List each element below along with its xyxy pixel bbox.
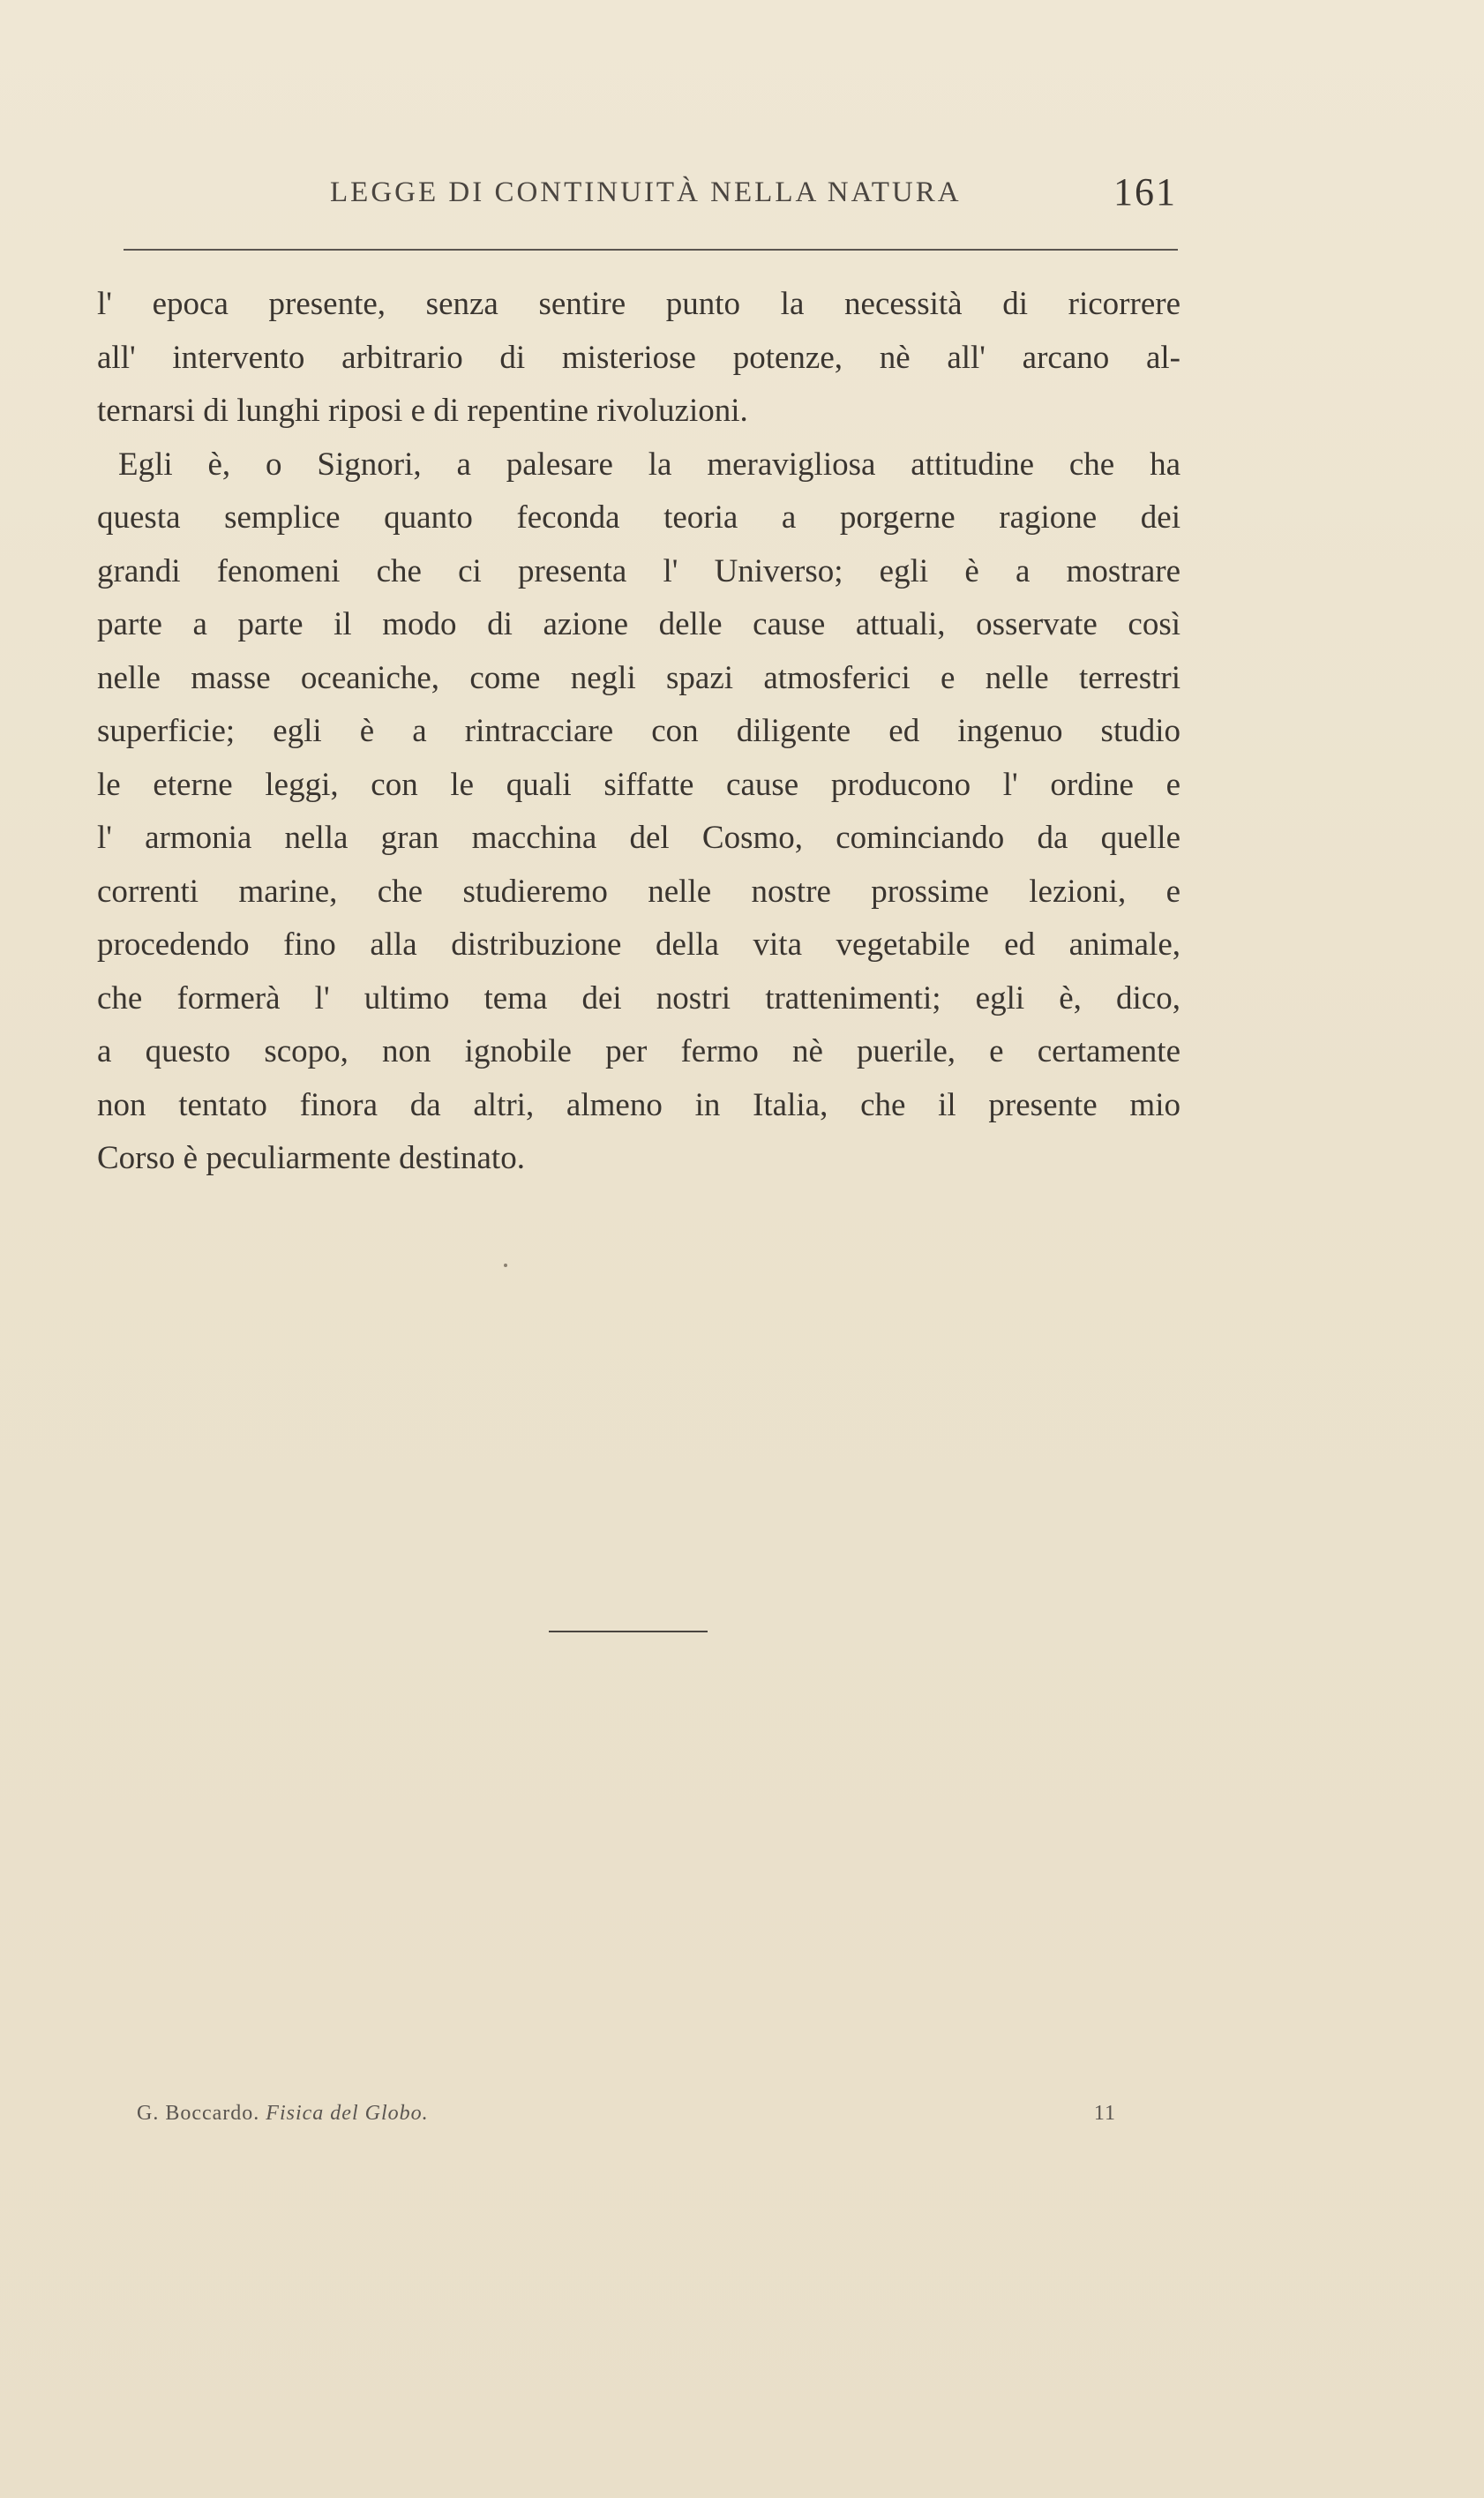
- footer-work-title: Fisica del Globo.: [266, 2102, 429, 2125]
- text-line: superficie; egli è a rintracciare con diligente ed ingenuo studio: [97, 713, 1180, 749]
- text-line: parte a parte il modo di azione delle cause attuali, osservate così: [97, 606, 1180, 642]
- text-line: procedendo fino alla distribuzione della vita vegetabile ed animale,: [97, 926, 1180, 963]
- text-line: a questo scopo, non ignobile per fermo nè puerile, e certamente: [97, 1033, 1180, 1069]
- running-title: LEGGE DI CONTINUITÀ NELLA NATURA: [330, 176, 962, 208]
- text-line: questa semplice quanto feconda teoria a porgerne ragione dei: [97, 499, 1180, 536]
- running-head: [330, 169, 1177, 214]
- footer-author: G. Boccardo.: [137, 2102, 260, 2125]
- section-end-rule: [549, 1631, 708, 1632]
- paragraph-2: [97, 439, 1180, 1186]
- text-line: nelle masse oceaniche, come negli spazi atmosferici e nelle terrestri: [97, 659, 1180, 696]
- body-text: [97, 278, 1180, 1186]
- footer-signature: [137, 2102, 429, 2126]
- paper-speck: [504, 1264, 507, 1267]
- paragraph-1: [97, 278, 1180, 439]
- text-line: che formerà l' ultimo tema dei nostri trattenimenti; egli è, dico,: [97, 979, 1180, 1016]
- signature-mark: 11: [1093, 2102, 1116, 2125]
- text-line: grandi fenomeni che ci presenta l' Universo; egli è a mostrare: [97, 552, 1180, 589]
- text-line: all' intervento arbitrario di misteriose potenze, nè all' arcano al-: [97, 339, 1180, 376]
- text-line: le eterne leggi, con le quali siffatte cause producono l' ordine e: [97, 766, 1180, 803]
- text-line: l' armonia nella gran macchina del Cosmo, cominciando da quelle: [97, 820, 1180, 856]
- text-line: l' epoca presente, senza sentire punto la necessità di ricorrere: [97, 286, 1180, 322]
- page-footer: [137, 2102, 1116, 2137]
- text-line: ternarsi di lunghi riposi e di repentine rivoluzioni.: [97, 393, 748, 429]
- text-line: Corso è peculiarmente destinato.: [97, 1140, 525, 1176]
- text-line: non tentato finora da altri, almeno in Italia, che il presente mio: [97, 1086, 1180, 1123]
- header-rule: [124, 249, 1178, 251]
- text-line: Egli è, o Signori, a palesare la meravigliosa attitudine che ha: [118, 446, 1180, 483]
- text-line: correnti marine, che studieremo nelle nostre prossime lezioni, e: [97, 873, 1180, 910]
- page-number: 161: [1113, 170, 1177, 214]
